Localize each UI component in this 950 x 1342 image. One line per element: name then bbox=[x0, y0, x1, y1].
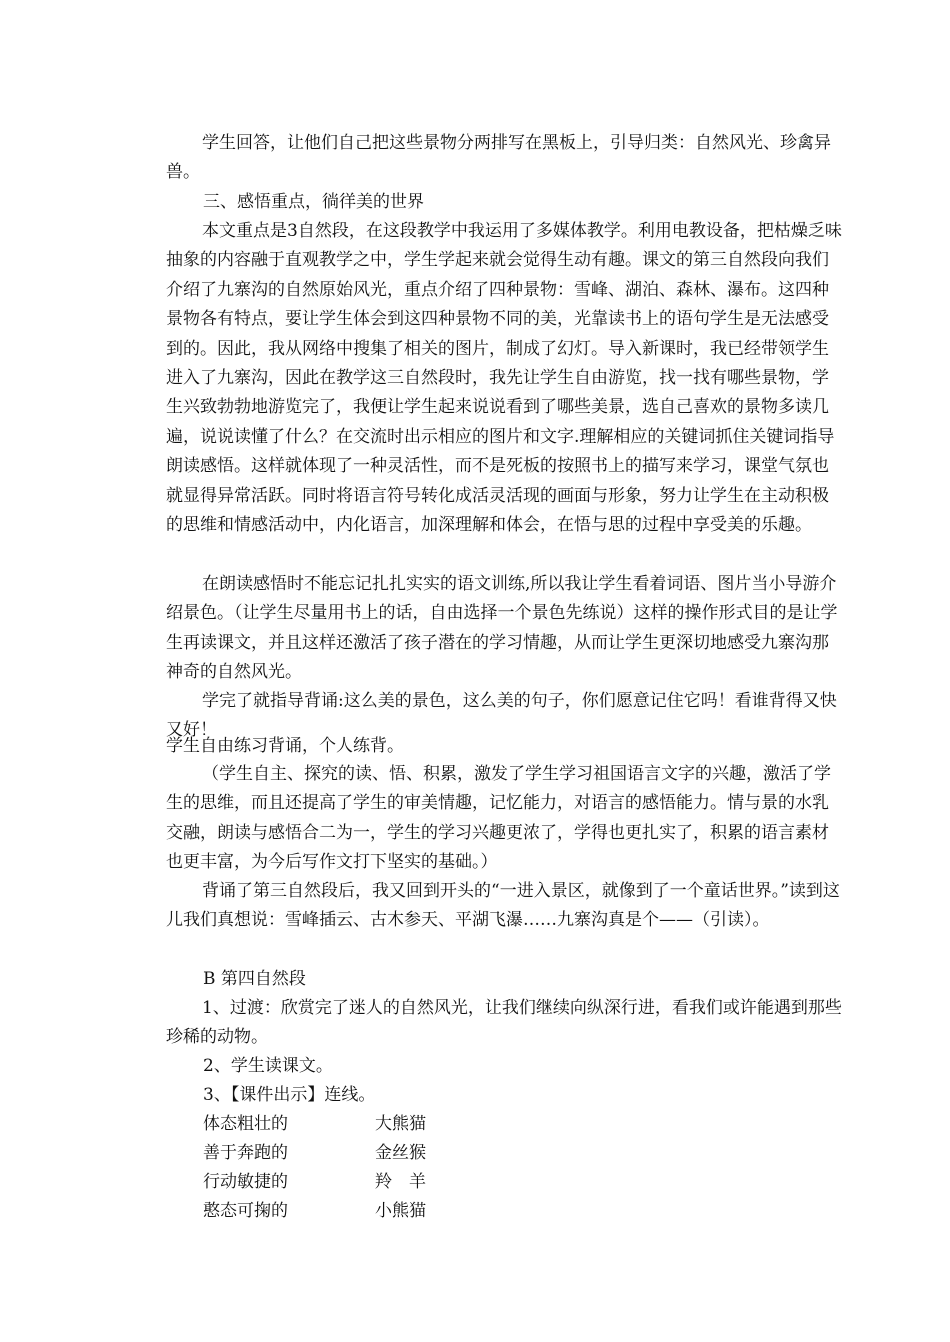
step-3-courseware: 3、【课件出示】连线。 bbox=[203, 1085, 376, 1105]
paragraph-reading-training: 在朗读感悟时不能忘记扎扎实实的语文训练,所以我让学生看着词语、图片当小导游介绍景色。（让学生尽量用书上的话，自由选择一个景色先练说）这样的操作形式目的是让学生再读课文，并且这样还激活了孩子潜在的学习情趣，从而让学生更深切地感受九寨沟那神奇的自然风光。 bbox=[166, 574, 838, 683]
paragraph-recitation-guide: 学完了就指导背诵:这么美的景色，这么美的句子，你们愿意记住它吗！看谁背得又快又好！ bbox=[166, 691, 837, 741]
paragraph-focus-section: 本文重点是3自然段，在这段教学中我运用了多媒体教学。利用电教设备，把枯燥乏味抽象的内容融于直观教学之中，学生学起来就会觉得生动有趣。课文的第三自然段向我们介绍了九寨沟的自然原始风光，重点介绍了四种景物：雪峰、湖泊、森林、瀑布。这四种景物各有特点，要让学生体会到这四种景物不同的美，光靠读书上的语句学生是无法感受到的。因此，我从网络中搜集了相关的图片，制成了幻灯。导入新课时，我已经带领学生进入了九寨沟，因此在教学这三自然段时，我先让学生自由游览，找一找有哪些景物，学生兴致勃勃地游览完了，我便让学生起来说说看到了哪些美景，选自己喜欢的景物多读几遍，说说读懂了什么？在交流时出示相应的图片和文字.理解相应的关键词抓住关键词指导朗读感悟。这样就体现了一种灵活性，而不是死板的按照书上的描写来学习，课堂气氛也就显得异常活跃。同时将语言符号转化成活灵活现的画面与形象，努力让学生在主动积极的思维和情感活动中，内化语言，加深理解和体会，在悟与思的过程中享受美的乐趣。 bbox=[166, 221, 842, 536]
section-heading-3: 三、感悟重点，徜徉美的世界 bbox=[203, 192, 424, 212]
match-left: 憨态可掬的 bbox=[203, 1201, 288, 1221]
step-2-read: 2、学生读课文。 bbox=[203, 1056, 333, 1076]
match-left: 体态粗壮的 bbox=[203, 1114, 288, 1134]
match-left: 善于奔跑的 bbox=[203, 1143, 288, 1163]
match-right: 大熊猫 bbox=[375, 1114, 426, 1134]
match-right: 小熊猫 bbox=[375, 1201, 426, 1221]
step-1-transition: 1、过渡：欣赏完了迷人的自然风光，让我们继续向纵深行进，看我们或许能遇到那些珍稀的动物。 bbox=[166, 998, 842, 1048]
paragraph-reflection: （学生自主、探究的读、悟、积累，激发了学生学习祖国语言文字的兴趣，激活了学生的思维，而且还提高了学生的审美情趣，记忆能力，对语言的感悟能力。情与景的水乳交融，朗读与感悟合二为一，学生的学习兴趣更浓了，学得也更扎实了，积累的语言素材也更丰富，为今后写作文打下坚实的基础。） bbox=[166, 764, 831, 873]
match-right: 羚 羊 bbox=[375, 1172, 426, 1192]
section-heading-b: B 第四自然段 bbox=[203, 969, 306, 989]
match-right: 金丝猴 bbox=[375, 1143, 426, 1163]
paragraph-free-practice: 学生自由练习背诵，个人练背。 bbox=[166, 736, 404, 756]
paragraph-student-answer: 学生回答，让他们自己把这些景物分两排写在黑板上，引导归类：自然风光、珍禽异兽。 bbox=[166, 133, 831, 183]
match-left: 行动敏捷的 bbox=[203, 1172, 288, 1192]
paragraph-recited-third: 背诵了第三自然段后，我又回到开头的“一进入景区，就像到了一个童话世界。”读到这儿我们真想说：雪峰插云、古木参天、平湖飞瀑……九寨沟真是个——（引读）。 bbox=[166, 881, 840, 931]
